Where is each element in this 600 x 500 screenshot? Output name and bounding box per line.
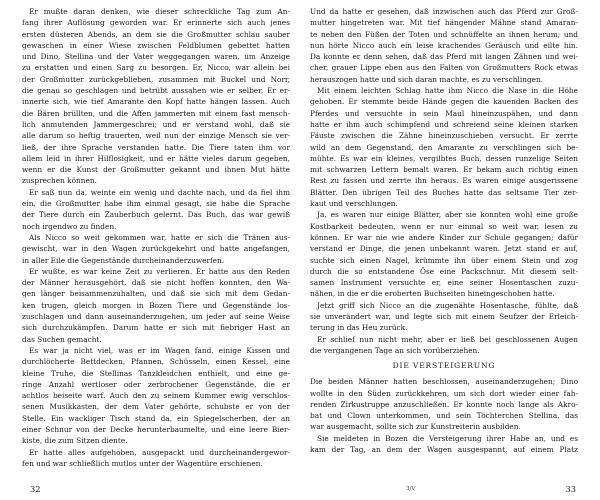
text-line: können. Er war nie wie andere Kinder zur Schule gegangen; dafür xyxy=(310,232,578,242)
text-line: mutter hingetreten war. Mit tief hängender Mähne stand Amaran- xyxy=(310,18,578,28)
text-line: Stelle. Ein wackliger Tisch stand da, ein Spiegelscherben, der an xyxy=(22,413,290,423)
text-line: Rest zu fassen und zerrte ihn heraus. Es waren einige ausgerissene xyxy=(310,176,578,186)
text-line: Sie meldeten in Bozen die Versteigerung ihrer Habe an, und es xyxy=(317,433,578,443)
text-line: in aller Eile die Gegenstände durcheinanderzuwerfen. xyxy=(22,255,225,265)
text-line: Er schlief nun nicht mehr, aber er ließ bei geschlossenen Augen xyxy=(317,334,578,344)
text-line: hatte er ihm auch schimpfend und schreiend seine kleinen starken xyxy=(310,119,578,129)
text-line: kleine Truhe, die Stellinas Tanzkleidchen enthielt, und eine ge- xyxy=(22,368,290,378)
text-line: ken trugen, gleich morgen in Bozen Tiere und Gegenstände los- xyxy=(22,300,290,310)
text-line: ließ, der ihre Sprache verstanden hatte. Die Tiere taten ihm vor xyxy=(22,142,290,152)
text-line: suchte sich einen Nagel, krümmte ihn über einem Stein und zog xyxy=(310,255,578,265)
text-line: ein, die Großmutter habe ihm einmal gesagt, sie habe die Sprache xyxy=(22,199,290,209)
text-line: war ausgemacht, sollte sich zur Kunstreiterin ausbilden. xyxy=(310,422,521,432)
text-line: das Suchen gemacht. xyxy=(22,334,102,344)
text-line: zu erstatten und einen Sarg zu besorgen. Er, Nicco, war allein bei xyxy=(22,63,290,73)
right-page-text xyxy=(310,6,578,455)
text-line: die genau so geschlagen und betrübt aussahen wie er selber. Er er- xyxy=(22,86,290,96)
text-line: senen Musikkasten, der dem Vater gehörte, schubste er von der xyxy=(22,402,290,412)
text-line: Er hatte alles aufgehoben, ausgepackt und durcheinandergewor- xyxy=(29,447,290,457)
text-line: zusprechen können. xyxy=(22,176,97,186)
text-line: innerte sich, wie tief Amarante den Kopf hatte hängen lassen. Auch xyxy=(22,97,290,107)
text-line: renden Zirkustruppe anzuschließen. Er konnte noch lange als Akro- xyxy=(310,399,578,409)
text-line: te neben den Füßen der Toten und schnüffelte an ihnen herum; und xyxy=(310,29,578,39)
text-line: sich durchzukämpfen. Darum hatte er sich mit fiebriger Hast an xyxy=(22,323,290,333)
left-page-text xyxy=(22,6,290,469)
text-line: alle darum so heftig trauerten, weil nun der einzige Mensch sie ver- xyxy=(22,131,290,141)
text-line: wild an dem Gegenstand, den Amarante zu verschlingen sich be- xyxy=(310,142,578,152)
text-line: nun hörte Nicco auch ein leise krachendes Geräusch und eilte hin. xyxy=(310,40,578,50)
text-line: verstand er Dinge, die jenen unbekannt waren. Jetzt stand er auf, xyxy=(310,244,578,254)
text-line: Kostbarkeit bedeuten, wenn er nur einmal so weit war, lesen zu xyxy=(310,221,578,231)
text-line: gehoben. Er stemmte beide Hände gegen die kauenden Backen des xyxy=(310,97,578,107)
text-line: Die beiden Männer hatten beschlossen, auseinanderzugehen; Dino xyxy=(310,377,578,387)
text-line: Pferdes und versuchte in sein Maul hineinzuspähen, und dann xyxy=(310,108,578,118)
text-line: Und da hatte er gesehen, daß inzwischen auch das Pferd zur Groß- xyxy=(310,7,578,16)
text-line: Er saß nun da, weinte ein wenig und dachte nach, und da fiel ihm xyxy=(29,187,290,197)
text-line: der Männer herausgehört, daß sie nicht hoffen konnten, den Wa- xyxy=(22,278,290,288)
page-number-right: 33 xyxy=(565,484,576,494)
left-page xyxy=(22,6,290,494)
text-line: Ja, es waren nur einige Blätter, aber sie konnten wohl eine große xyxy=(317,210,578,220)
text-line: bat und Clown unterkommen, und sein Töchterchen Stellina, das xyxy=(310,411,578,421)
text-line: wenn er die Kunst der Großmutter gekannt und ihnen Mut hätte xyxy=(22,165,290,175)
text-line: noch irgendwo zu finden. xyxy=(22,221,117,231)
text-line: terung in das Heu zurück. xyxy=(310,323,408,333)
text-line: Er mußte daran denken, wie dieser schreckliche Tag zum An- xyxy=(29,7,290,16)
text-line: Als Nicco so weit gekommen war, hatte er sich die Tränen aus- xyxy=(29,232,290,242)
text-line: wollte in den Süden zurückkehren, um sich dort wieder einer fah- xyxy=(310,388,578,398)
text-line: achtlos beiseite warf. Auch den zu seinem Kummer ewig verschlos- xyxy=(22,391,290,401)
text-line: zuschlagen und dann auseinanderzugehen, um jeder auf seine Weise xyxy=(22,312,290,322)
text-line: sie unverändert war, und legte sich mit einem Seufzer der Erleich- xyxy=(310,312,578,322)
text-line: Es war ja nicht viel, was er im Wagen fand, einige Kissen und xyxy=(29,345,290,355)
text-line: Fäuste zwischen die Zähne hineinzuschieben versucht. Er zerrte xyxy=(310,131,578,141)
text-line: gewaschen in einer Wiese zwischen Feldblumen gebettet hatten xyxy=(22,40,290,50)
text-line: der Großmutter zurückgeblieben, zusammen mit Buckel und Norr, xyxy=(22,74,290,84)
text-line: durch die so entstandene Öse eine Packschnur. Mit diesem selt- xyxy=(310,266,578,276)
page-number-left: 32 xyxy=(30,484,41,494)
text-line: Da konnte er denn sehen, daß das Pferd mit langen Zähnen und wei- xyxy=(310,52,578,62)
text-line: lich anmutenden Jammergeschrei; und er verstand wohl, daß sie xyxy=(22,119,290,129)
text-line: kiste, die zum Sitzen diente. xyxy=(22,436,128,446)
chapter-heading: DIE VERSTEIGERUNG xyxy=(392,361,496,371)
text-line: Blätter. Den übrigen Teil des Buches hatte das seltsame Tier zer- xyxy=(310,187,578,197)
right-page xyxy=(310,6,578,494)
text-line: samen Instrument versuchte er, eine seiner Hosentaschen zuzu- xyxy=(310,278,578,288)
text-line: kaut und verschlungen. xyxy=(310,199,398,209)
text-line: cher, grauer Lippe eben aus den Falten von Großmutters Rock etwas xyxy=(310,63,578,73)
text-line: nähen, in die er die eroberten Buchseiten hineingeschoben hatte. xyxy=(310,289,555,299)
text-line: Mit einem leichten Schlag hatte ihm Nicco die Nase in die Höhe xyxy=(317,86,578,96)
text-line: fang ihrer Auflösung geworden war. Er erinnerte sich auch jenes xyxy=(22,18,290,28)
text-line: allem leid in ihrer Hilflosigkeit, und er hätte vieles darum gegeben, xyxy=(22,153,290,163)
text-line: gen länger beisammenzuhalten, und daß sie sich mit dem Gedan- xyxy=(22,289,290,299)
text-line: ringe Anzahl wertloser oder zerbrochener Gegenstände, die er xyxy=(22,379,290,389)
text-after-heading xyxy=(310,376,578,455)
text-line: mit schwarzen Lettern bemalt waren. Er bekam auch richtig einen xyxy=(310,165,578,175)
text-line: der Tiere durch ein Zauberbuch gelernt. Das Buch, das war gewiß xyxy=(22,210,290,220)
text-line: durchlöcherte Bettdecken, Pfannen, Schüsseln, einen Kessel, eine xyxy=(22,357,290,367)
text-line: und Dino, Stellina und der Vater weggegangen waren, um Anzeige xyxy=(22,52,290,62)
text-line: gewischt, war in den Wagen zurückgekehrt und hatte angefangen, xyxy=(22,244,290,254)
text-line: einer Schnur von der Decke herunterbaumelte, und eine leere Bier- xyxy=(22,424,290,434)
printer-signature: 3/V xyxy=(406,486,416,492)
text-line: ersten düsteren Abends, an dem sie die Großmutter schlau sauber xyxy=(22,29,290,39)
text-line: herauszogen hatte und sich daran machte, es zu verschlingen. xyxy=(310,74,544,84)
text-line: die vergangenen Tage an sich vorüberziehen. xyxy=(310,345,480,355)
text-line: fen und war schließlich mutlos unter der Wagentüre erschienen. xyxy=(22,458,263,468)
text-line: Jetzt griff sich Nicco an die zugenähte Hosentasche, fühlte, daß xyxy=(317,300,578,310)
text-before-heading xyxy=(310,6,578,356)
text-line: mühte. Es war ein kleines, vergilbtes Buch, dessen runzelige Seiten xyxy=(310,153,578,163)
text-line: Er wußte, es war keine Zeit zu verlieren. Er hatte aus den Reden xyxy=(29,266,290,276)
text-line: kam der Tag, an dem der Wagen ausgespannt, auf einem Platz xyxy=(310,444,578,454)
text-line: die Bären brüllten, und die Affen jammerten mit einem fast mensch- xyxy=(22,108,290,118)
